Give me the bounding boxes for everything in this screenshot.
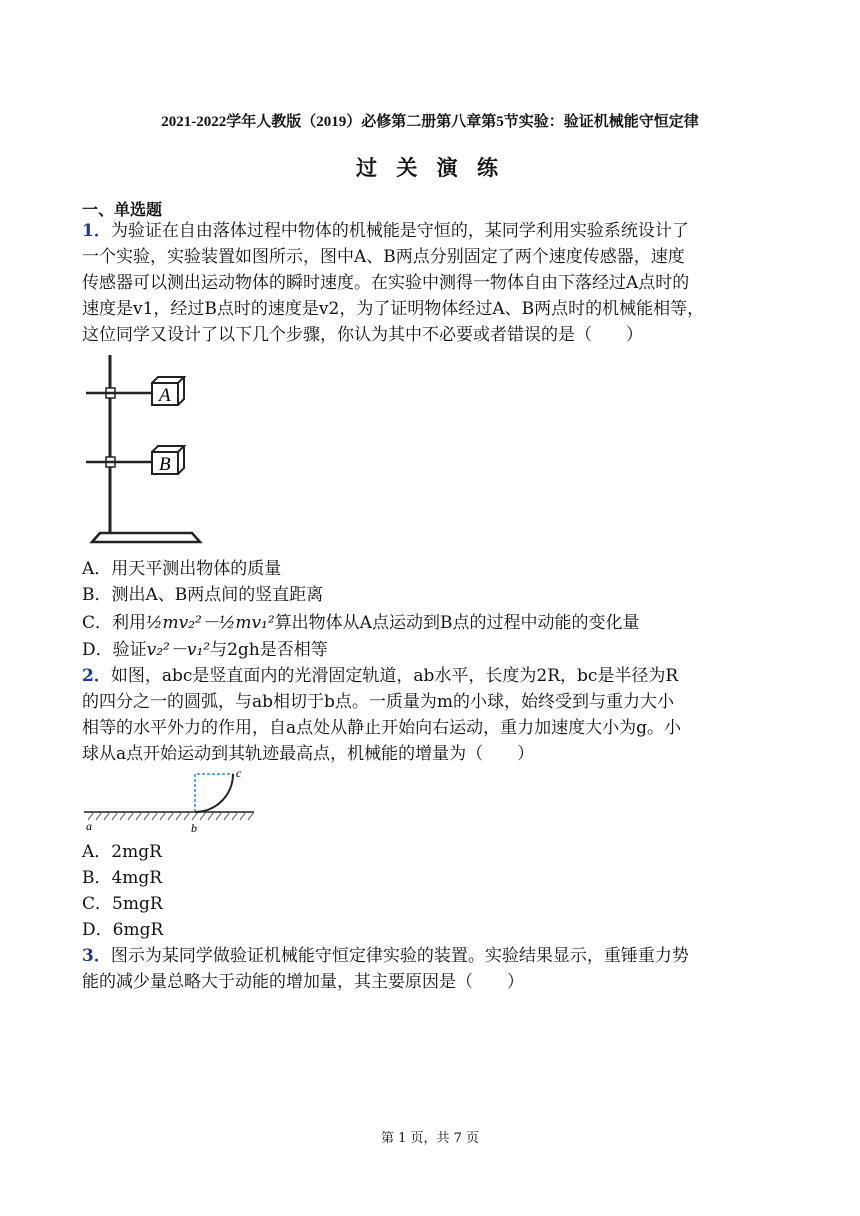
q2-line-3: 相等的水平外力的作用，自a点处从静止开始向右运动，重力加速度大小为g。小 xyxy=(82,718,682,738)
q2-number: 2． xyxy=(82,666,111,686)
q1-line-5: 这位同学又设计了以下几个步骤，你认为其中不必要或者错误的是（ ） xyxy=(82,325,643,345)
q1-option-c-formula: ½mv₂²－½mv₁² xyxy=(146,613,275,633)
svg-text:A: A xyxy=(159,385,171,406)
q3-number: 3． xyxy=(82,946,111,966)
q2-line-4: 球从a点开始运动到其轨迹最高点，机械能的增量为（ ） xyxy=(82,744,535,764)
q1-line-2: 一个实验，实验装置如图所示，图中A、B两点分别固定了两个速度传感器，速度 xyxy=(82,247,685,267)
section-heading: 一、单选题 xyxy=(82,200,163,219)
q2-option-c: C．5mgR xyxy=(82,894,163,914)
sensor-a-box xyxy=(152,377,184,406)
point-c-label: c xyxy=(236,768,242,780)
q3-line-2: 能的减少量总略大于动能的增加量，其主要原因是（ ） xyxy=(82,972,524,992)
document-title: 2021-2022学年人教版（2019）必修第二册第八章第5节实验：验证机械能守恒定律 xyxy=(161,114,699,130)
page-number: 第 1 页，共 7 页 xyxy=(380,1131,480,1146)
q1-figure-stand xyxy=(82,355,212,550)
q1-option-a: A．用天平测出物体的质量 xyxy=(82,559,282,579)
point-a-label: a xyxy=(86,819,92,833)
q1-line-4: 速度是v1，经过B点时的速度是v2，为了证明物体经过A、B两点时的机械能相等， xyxy=(82,299,705,319)
q2-option-a: A．2mgR xyxy=(82,842,162,862)
q2-option-b: B．4mgR xyxy=(82,868,163,888)
page-subtitle: 过 关 演 练 xyxy=(356,155,504,180)
q2-line-1: 2．如图，abc是竖直面内的光滑固定轨道，ab水平，长度为2R，bc是半径为R xyxy=(82,666,679,686)
q3-line-1: 3．图示为某同学做验证机械能守恒定律实验的装置。实验结果显示，重锤重力势 xyxy=(82,946,689,966)
q1-line-1: 1．为验证在自由落体过程中物体的机械能是守恒的，某同学利用实验系统设计了 xyxy=(82,221,689,241)
q2-line-2: 的四分之一的圆弧，与ab相切于b点。一质量为m的小球，始终受到与重力大小 xyxy=(82,692,675,712)
point-b-label: b xyxy=(191,821,197,835)
q1-option-d-formula: v₂²－v₁² xyxy=(146,640,211,660)
q2-option-d: D．6mgR xyxy=(82,920,164,940)
q2-figure-track xyxy=(82,768,262,838)
q1-option-d: D．验证v₂²－v₁²与2gh是否相等 xyxy=(82,640,328,660)
svg-text:B: B xyxy=(159,454,171,475)
q1-line-3: 传感器可以测出运动物体的瞬时速度。在实验中测得一物体自由下落经过A点时的 xyxy=(82,273,690,293)
sensor-b-box xyxy=(152,446,184,475)
q1-option-c: C．利用½mv₂²－½mv₁²算出物体从A点运动到B点的过程中动能的变化量 xyxy=(82,613,640,633)
q1-number: 1． xyxy=(82,221,111,241)
q1-option-b: B．测出A、B两点间的竖直距离 xyxy=(82,585,324,605)
